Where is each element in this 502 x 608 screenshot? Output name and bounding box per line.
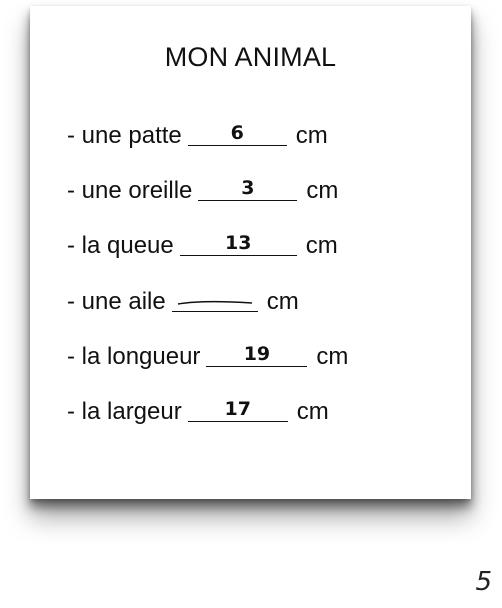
measure-row-oreille — [67, 175, 338, 205]
unit-label: cm — [306, 177, 339, 204]
worksheet-card — [30, 6, 471, 499]
measure-row-aile — [67, 286, 299, 316]
row-label: - une oreille — [67, 177, 193, 204]
answer-blank — [188, 395, 288, 422]
answer-blank — [206, 340, 307, 367]
page-number: 5 — [475, 567, 492, 597]
worksheet-title: MON ANIMAL — [164, 42, 337, 72]
scribble-mark — [176, 299, 254, 307]
answer-value: 13 — [225, 232, 252, 254]
measure-row-largeur — [67, 396, 329, 426]
unit-label: cm — [295, 122, 328, 149]
answer-blank — [172, 285, 258, 312]
answer-blank — [198, 174, 297, 201]
unit-label: cm — [316, 343, 349, 370]
unit-label: cm — [266, 288, 299, 315]
row-label: - une aile — [67, 288, 166, 315]
answer-value: 19 — [243, 343, 271, 365]
row-label: - la queue — [67, 232, 174, 259]
unit-label: cm — [305, 232, 338, 259]
measure-row-queue — [67, 230, 338, 260]
unit-label: cm — [296, 398, 329, 425]
row-label: - une patte — [67, 122, 182, 149]
answer-value: 6 — [230, 122, 244, 144]
answer-value: 17 — [224, 398, 251, 420]
answer-value: 3 — [241, 177, 255, 199]
answer-blank — [180, 229, 297, 256]
answer-blank — [188, 119, 287, 146]
measure-row-longueur — [67, 341, 348, 371]
row-label: - la longueur — [67, 343, 201, 370]
row-label: - la largeur — [67, 398, 182, 425]
measure-row-patte — [67, 120, 328, 150]
